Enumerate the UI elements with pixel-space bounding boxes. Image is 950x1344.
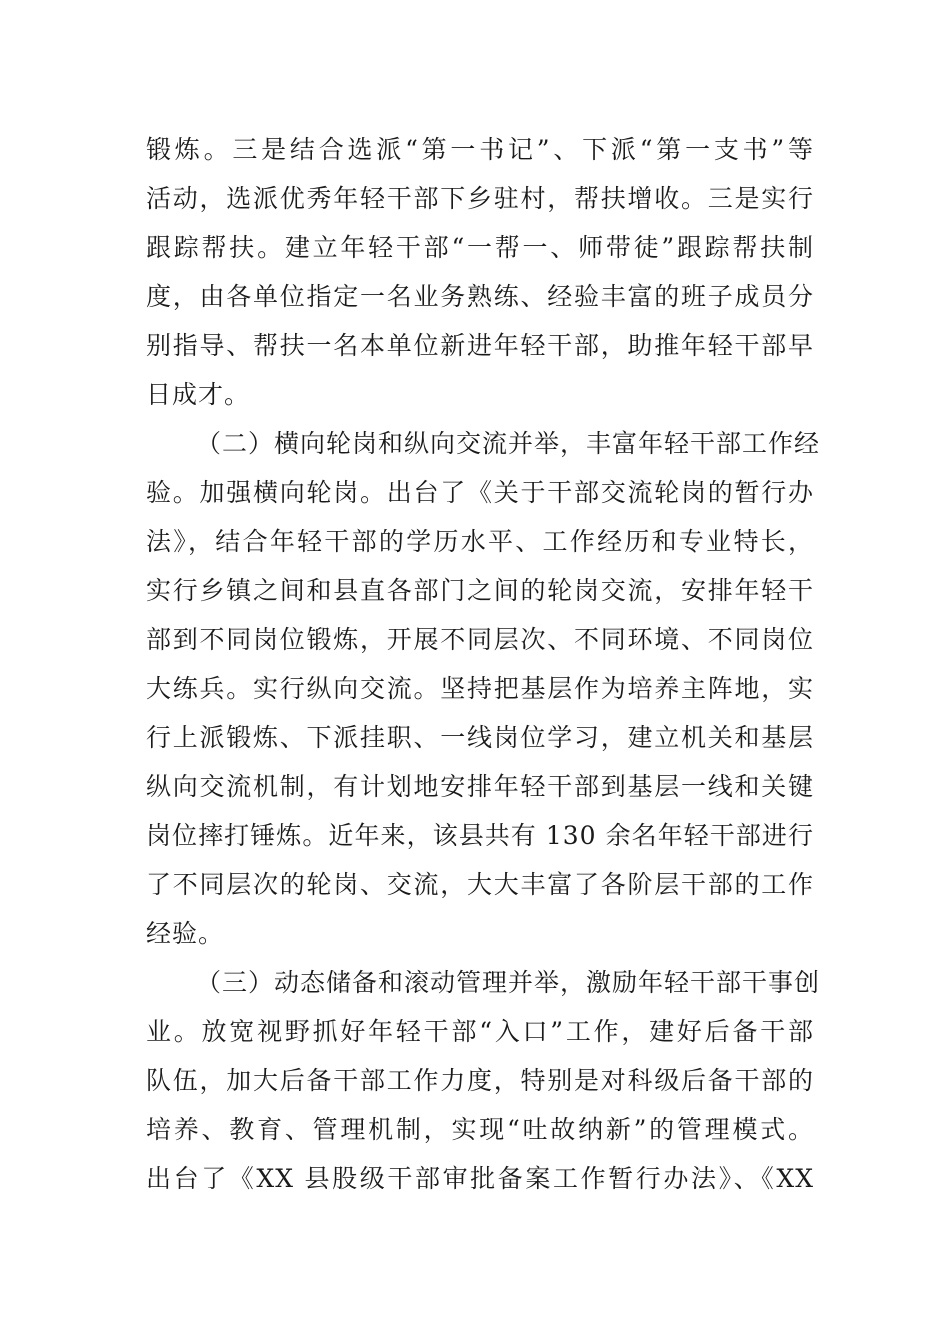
paragraph-line: 出台了《XX 县股级干部审批备案工作暂行办法》、《XX xyxy=(146,1164,814,1193)
paragraph-line: 法》，结合年轻干部的学历水平、工作经历和专业特长， xyxy=(146,527,814,556)
paragraph-line: 经验。 xyxy=(146,919,225,948)
paragraph-line: 锻炼。三是结合选派“第一书记”、下派“第一支书”等 xyxy=(146,135,814,164)
paragraph-line: 别指导、帮扶一名本单位新进年轻干部，助推年轻干部早 xyxy=(146,331,814,360)
paragraph-line: 活动，选派优秀年轻干部下乡驻村，帮扶增收。三是实行 xyxy=(146,184,814,213)
section-heading-line: （二）横向轮岗和纵向交流并举，丰富年轻干部工作经 xyxy=(196,429,821,458)
paragraph-line: 纵向交流机制，有计划地安排年轻干部到基层一线和关键 xyxy=(146,772,814,801)
paragraph-line: 部到不同岗位锻炼，开展不同层次、不同环境、不同岗位 xyxy=(146,625,814,654)
paragraph-line: 实行乡镇之间和县直各部门之间的轮岗交流，安排年轻干 xyxy=(146,576,814,605)
paragraph-line: 度，由各单位指定一名业务熟练、经验丰富的班子成员分 xyxy=(146,282,814,311)
paragraph-line: 验。加强横向轮岗。出台了《关于干部交流轮岗的暂行办 xyxy=(146,478,814,507)
paragraph-line: 日成才。 xyxy=(146,380,251,409)
paragraph-line: 大练兵。实行纵向交流。坚持把基层作为培养主阵地，实 xyxy=(146,674,814,703)
paragraph-line: 了不同层次的轮岗、交流，大大丰富了各阶层干部的工作 xyxy=(146,870,814,899)
paragraph-line: 跟踪帮扶。建立年轻干部“一帮一、师带徒”跟踪帮扶制 xyxy=(146,233,814,262)
section-heading-line: （三）动态储备和滚动管理并举，激励年轻干部干事创 xyxy=(196,968,821,997)
paragraph-line: 岗位摔打锤炼。近年来，该县共有 130 余名年轻干部进行 xyxy=(146,821,814,850)
paragraph-line: 队伍，加大后备干部工作力度，特别是对科级后备干部的 xyxy=(146,1066,814,1095)
paragraph-line: 培养、教育、管理机制，实现“吐故纳新”的管理模式。 xyxy=(146,1115,814,1144)
paragraph-line: 行上派锻炼、下派挂职、一线岗位学习，建立机关和基层 xyxy=(146,723,814,752)
paragraph-line: 业。放宽视野抓好年轻干部“入口”工作，建好后备干部 xyxy=(146,1017,814,1046)
